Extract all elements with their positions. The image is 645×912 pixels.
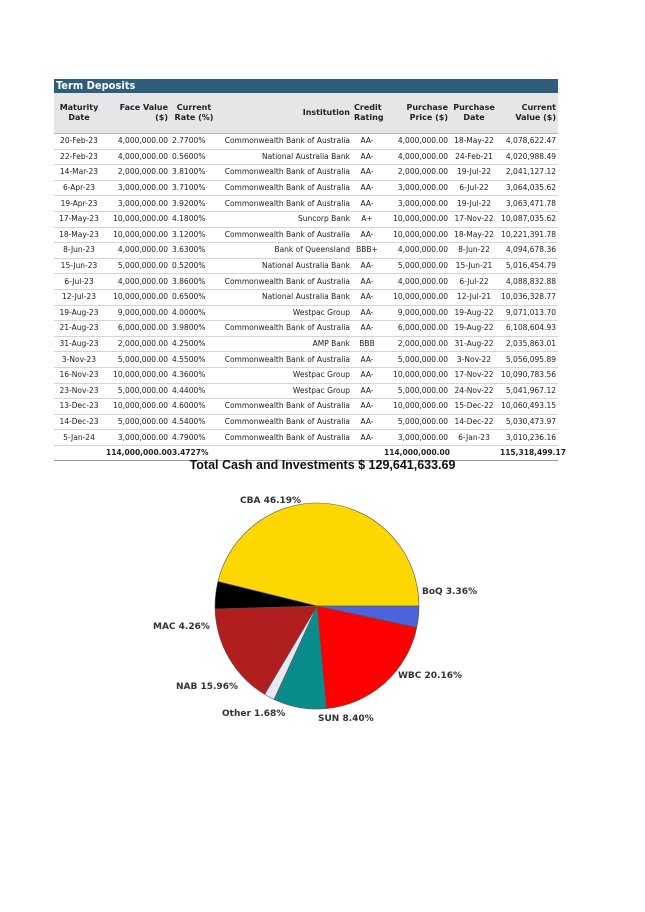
cell-face-value: 4,000,000.00 — [104, 149, 170, 165]
col-header-credit-rating: Credit Rating — [354, 103, 384, 122]
cell-purchase-date: 15-Jun-21 — [450, 258, 498, 274]
cell-credit-rating: AA- — [352, 367, 382, 383]
table-row — [54, 196, 558, 212]
cell-face-value: 4,000,000.00 — [104, 274, 170, 290]
cell-maturity-date: 18-May-23 — [54, 227, 104, 243]
cell-institution: Commonwealth Bank of Australia — [218, 321, 352, 337]
col-header-current-value: Current Value ($) — [515, 103, 556, 122]
cell-institution: National Australia Bank — [218, 289, 352, 305]
cell-purchase-price: 10,000,000.00 — [382, 227, 450, 243]
cell-institution: Westpac Group — [218, 305, 352, 321]
cell-maturity-date: 22-Feb-23 — [54, 149, 104, 165]
cell-purchase-date: 31-Aug-22 — [450, 336, 498, 352]
cell-purchase-price: 3,000,000.00 — [382, 180, 450, 196]
cell-face-value: 5,000,000.00 — [104, 258, 170, 274]
cell-purchase-date: 14-Dec-22 — [450, 414, 498, 430]
cell-institution: Commonwealth Bank of Australia — [218, 414, 352, 430]
cell-face-value: 5,000,000.00 — [104, 352, 170, 368]
cell-face-value: 10,000,000.00 — [104, 227, 170, 243]
term-deposits-body — [54, 134, 558, 446]
cell-current-value: 10,090,783.56 — [498, 367, 558, 383]
pie-label-other: Other 1.68% — [222, 709, 286, 719]
cell-purchase-price: 3,000,000.00 — [382, 196, 450, 212]
cell-credit-rating: AA- — [352, 180, 382, 196]
cell-current-value: 10,036,328.77 — [498, 289, 558, 305]
cell-credit-rating: A+ — [352, 211, 382, 227]
cell-purchase-price: 5,000,000.00 — [382, 383, 450, 399]
cell-current-rate: 3.8600% — [170, 274, 218, 290]
cell-current-rate: 0.5600% — [170, 149, 218, 165]
investment-pie-chart — [140, 485, 520, 725]
cell-current-value: 10,221,391.78 — [498, 227, 558, 243]
cell-current-rate: 0.6500% — [170, 289, 218, 305]
cell-current-value: 4,078,622.47 — [498, 134, 558, 150]
cell-maturity-date: 23-Nov-23 — [54, 383, 104, 399]
cell-purchase-date: 18-May-22 — [450, 227, 498, 243]
cell-current-value: 10,087,035.62 — [498, 211, 558, 227]
cell-face-value: 10,000,000.00 — [104, 211, 170, 227]
cell-purchase-date: 18-May-22 — [450, 134, 498, 150]
pie-label-cba: CBA 46.19% — [240, 496, 302, 506]
cell-current-rate: 3.9200% — [170, 196, 218, 212]
term-deposits-table — [54, 93, 566, 461]
cell-institution: Commonwealth Bank of Australia — [218, 134, 352, 150]
total-cash-investments-heading: Total Cash and Investments $ 129,641,633.69 — [189, 458, 456, 472]
cell-credit-rating: AA- — [352, 383, 382, 399]
cell-current-value: 3,010,236.16 — [498, 430, 558, 446]
cell-current-rate: 4.4400% — [170, 383, 218, 399]
total-face-value: 114,000,000.00 — [104, 445, 170, 461]
cell-face-value: 2,000,000.00 — [104, 336, 170, 352]
cell-credit-rating: AA- — [352, 352, 382, 368]
cell-maturity-date: 6-Jul-23 — [54, 274, 104, 290]
cell-institution: Commonwealth Bank of Australia — [218, 196, 352, 212]
table-row — [54, 274, 558, 290]
cell-credit-rating: BBB+ — [352, 243, 382, 259]
table-row — [54, 227, 558, 243]
cell-current-value: 6,108,604.93 — [498, 321, 558, 337]
cell-face-value: 5,000,000.00 — [104, 383, 170, 399]
cell-maturity-date: 5-Jan-24 — [54, 430, 104, 446]
table-row — [54, 258, 558, 274]
cell-current-rate: 2.7700% — [170, 134, 218, 150]
cell-institution: National Australia Bank — [218, 149, 352, 165]
cell-institution: Commonwealth Bank of Australia — [218, 274, 352, 290]
cell-purchase-date: 19-Aug-22 — [450, 321, 498, 337]
pie-label-nab: NAB 15.96% — [176, 682, 238, 692]
cell-purchase-date: 19-Jul-22 — [450, 196, 498, 212]
cell-current-rate: 4.5400% — [170, 414, 218, 430]
cell-purchase-date: 19-Aug-22 — [450, 305, 498, 321]
cell-credit-rating: AA- — [352, 289, 382, 305]
cell-purchase-price: 10,000,000.00 — [382, 399, 450, 415]
cell-purchase-price: 10,000,000.00 — [382, 289, 450, 305]
term-deposits-section — [54, 79, 566, 461]
table-row — [54, 211, 558, 227]
pie-chart-svg — [140, 485, 520, 725]
cell-maturity-date: 19-Apr-23 — [54, 196, 104, 212]
cell-purchase-price: 2,000,000.00 — [382, 165, 450, 181]
cell-credit-rating: AA- — [352, 196, 382, 212]
col-header-purchase-date: Purchase Date — [453, 103, 495, 122]
cell-current-value: 4,088,832.88 — [498, 274, 558, 290]
cell-purchase-date: 6-Jan-23 — [450, 430, 498, 446]
table-row — [54, 367, 558, 383]
cell-current-rate: 4.0000% — [170, 305, 218, 321]
cell-credit-rating: AA- — [352, 321, 382, 337]
table-row — [54, 134, 558, 150]
cell-current-rate: 4.6000% — [170, 399, 218, 415]
cell-current-value: 9,071,013.70 — [498, 305, 558, 321]
cell-current-rate: 0.5200% — [170, 258, 218, 274]
cell-current-value: 10,060,493.15 — [498, 399, 558, 415]
cell-institution: Commonwealth Bank of Australia — [218, 430, 352, 446]
cell-face-value: 3,000,000.00 — [104, 430, 170, 446]
cell-maturity-date: 14-Mar-23 — [54, 165, 104, 181]
cell-purchase-price: 6,000,000.00 — [382, 321, 450, 337]
cell-maturity-date: 19-Aug-23 — [54, 305, 104, 321]
cell-purchase-price: 5,000,000.00 — [382, 258, 450, 274]
col-header-institution: Institution — [302, 108, 350, 117]
cell-purchase-date: 3-Nov-22 — [450, 352, 498, 368]
cell-institution: Commonwealth Bank of Australia — [218, 180, 352, 196]
cell-credit-rating: AA- — [352, 258, 382, 274]
table-row — [54, 336, 558, 352]
cell-purchase-price: 5,000,000.00 — [382, 414, 450, 430]
cell-current-value: 4,094,678.36 — [498, 243, 558, 259]
cell-purchase-date: 24-Nov-22 — [450, 383, 498, 399]
cell-purchase-price: 4,000,000.00 — [382, 243, 450, 259]
cell-current-value: 3,063,471.78 — [498, 196, 558, 212]
cell-credit-rating: AA- — [352, 430, 382, 446]
cell-institution: Bank of Queensland — [218, 243, 352, 259]
cell-face-value: 10,000,000.00 — [104, 399, 170, 415]
cell-credit-rating: AA- — [352, 414, 382, 430]
table-row — [54, 414, 558, 430]
cell-credit-rating: AA- — [352, 134, 382, 150]
cell-purchase-price: 9,000,000.00 — [382, 305, 450, 321]
cell-maturity-date: 31-Aug-23 — [54, 336, 104, 352]
total-purchase-price: 114,000,000.00 — [382, 445, 450, 461]
cell-credit-rating: AA- — [352, 165, 382, 181]
cell-maturity-date: 17-May-23 — [54, 211, 104, 227]
cell-face-value: 10,000,000.00 — [104, 367, 170, 383]
table-row — [54, 430, 558, 446]
pie-label-wbc: WBC 20.16% — [398, 671, 463, 681]
cell-purchase-date: 17-Nov-22 — [450, 367, 498, 383]
cell-maturity-date: 3-Nov-23 — [54, 352, 104, 368]
cell-current-rate: 4.3600% — [170, 367, 218, 383]
cell-purchase-price: 4,000,000.00 — [382, 274, 450, 290]
cell-purchase-price: 10,000,000.00 — [382, 211, 450, 227]
cell-purchase-price: 4,000,000.00 — [382, 134, 450, 150]
cell-face-value: 10,000,000.00 — [104, 289, 170, 305]
cell-face-value: 3,000,000.00 — [104, 180, 170, 196]
cell-credit-rating: AA- — [352, 305, 382, 321]
cell-face-value: 3,000,000.00 — [104, 196, 170, 212]
cell-current-value: 2,035,863.01 — [498, 336, 558, 352]
cell-institution: AMP Bank — [218, 336, 352, 352]
cell-maturity-date: 15-Jun-23 — [54, 258, 104, 274]
cell-face-value: 4,000,000.00 — [104, 134, 170, 150]
table-row — [54, 165, 558, 181]
table-row — [54, 289, 558, 305]
cell-purchase-price: 4,000,000.00 — [382, 149, 450, 165]
cell-credit-rating: AA- — [352, 149, 382, 165]
table-row — [54, 399, 558, 415]
cell-current-rate: 4.2500% — [170, 336, 218, 352]
cell-institution: National Australia Bank — [218, 258, 352, 274]
term-deposits-title: Term Deposits — [54, 79, 558, 93]
cell-institution: Commonwealth Bank of Australia — [218, 227, 352, 243]
table-row — [54, 321, 558, 337]
cell-current-value: 5,041,967.12 — [498, 383, 558, 399]
cell-current-rate: 3.6300% — [170, 243, 218, 259]
cell-current-value: 5,016,454.79 — [498, 258, 558, 274]
cell-credit-rating: AA- — [352, 227, 382, 243]
cell-purchase-date: 24-Feb-21 — [450, 149, 498, 165]
cell-face-value: 5,000,000.00 — [104, 414, 170, 430]
cell-purchase-date: 6-Jul-22 — [450, 180, 498, 196]
cell-institution: Commonwealth Bank of Australia — [218, 352, 352, 368]
cell-current-rate: 4.1800% — [170, 211, 218, 227]
cell-current-rate: 3.7100% — [170, 180, 218, 196]
cell-institution: Suncorp Bank — [218, 211, 352, 227]
cell-maturity-date: 6-Apr-23 — [54, 180, 104, 196]
cell-credit-rating: AA- — [352, 399, 382, 415]
cell-purchase-date: 17-Nov-22 — [450, 211, 498, 227]
table-row — [54, 383, 558, 399]
cell-face-value: 6,000,000.00 — [104, 321, 170, 337]
cell-maturity-date: 20-Feb-23 — [54, 134, 104, 150]
table-header-row — [54, 93, 558, 134]
cell-purchase-price: 10,000,000.00 — [382, 367, 450, 383]
table-row — [54, 149, 558, 165]
cell-purchase-date: 19-Jul-22 — [450, 165, 498, 181]
cell-maturity-date: 13-Dec-23 — [54, 399, 104, 415]
cell-institution: Commonwealth Bank of Australia — [218, 165, 352, 181]
table-row — [54, 243, 558, 259]
table-row — [54, 180, 558, 196]
cell-purchase-price: 3,000,000.00 — [382, 430, 450, 446]
cell-purchase-price: 2,000,000.00 — [382, 336, 450, 352]
cell-maturity-date: 14-Dec-23 — [54, 414, 104, 430]
cell-face-value: 2,000,000.00 — [104, 165, 170, 181]
cell-credit-rating: AA- — [352, 274, 382, 290]
cell-current-rate: 3.1200% — [170, 227, 218, 243]
cell-current-value: 5,030,473.97 — [498, 414, 558, 430]
cell-maturity-date: 12-Jul-23 — [54, 289, 104, 305]
cell-current-rate: 3.8100% — [170, 165, 218, 181]
cell-institution: Westpac Group — [218, 367, 352, 383]
cell-purchase-date: 8-Jun-22 — [450, 243, 498, 259]
total-current-value: 115,318,499.17 — [498, 445, 558, 461]
col-header-purchase-price: Purchase Price ($) — [406, 103, 448, 122]
pie-label-mac: MAC 4.26% — [153, 622, 210, 632]
cell-credit-rating: BBB — [352, 336, 382, 352]
cell-face-value: 9,000,000.00 — [104, 305, 170, 321]
cell-current-value: 2,041,127.12 — [498, 165, 558, 181]
cell-current-value: 5,056,095.89 — [498, 352, 558, 368]
cell-current-rate: 4.5500% — [170, 352, 218, 368]
cell-purchase-date: 15-Dec-22 — [450, 399, 498, 415]
col-header-face-value: Face Value ($) — [119, 103, 168, 122]
cell-current-rate: 4.7900% — [170, 430, 218, 446]
table-row — [54, 352, 558, 368]
cell-purchase-price: 5,000,000.00 — [382, 352, 450, 368]
cell-current-value: 3,064,035.62 — [498, 180, 558, 196]
cell-purchase-date: 12-Jul-21 — [450, 289, 498, 305]
col-header-maturity-date: Maturity Date — [59, 103, 99, 122]
cell-maturity-date: 16-Nov-23 — [54, 367, 104, 383]
cell-institution: Commonwealth Bank of Australia — [218, 399, 352, 415]
total-rate: 3.4727% — [170, 445, 218, 461]
pie-label-boq: BoQ 3.36% — [422, 587, 478, 597]
pie-label-sun: SUN 8.40% — [318, 714, 374, 724]
cell-current-rate: 3.9800% — [170, 321, 218, 337]
cell-purchase-date: 6-Jul-22 — [450, 274, 498, 290]
cell-current-value: 4,020,988.49 — [498, 149, 558, 165]
col-header-current-rate: Current Rate (%) — [174, 103, 214, 122]
cell-maturity-date: 21-Aug-23 — [54, 321, 104, 337]
cell-institution: Westpac Group — [218, 383, 352, 399]
table-row — [54, 305, 558, 321]
cell-maturity-date: 8-Jun-23 — [54, 243, 104, 259]
cell-face-value: 4,000,000.00 — [104, 243, 170, 259]
